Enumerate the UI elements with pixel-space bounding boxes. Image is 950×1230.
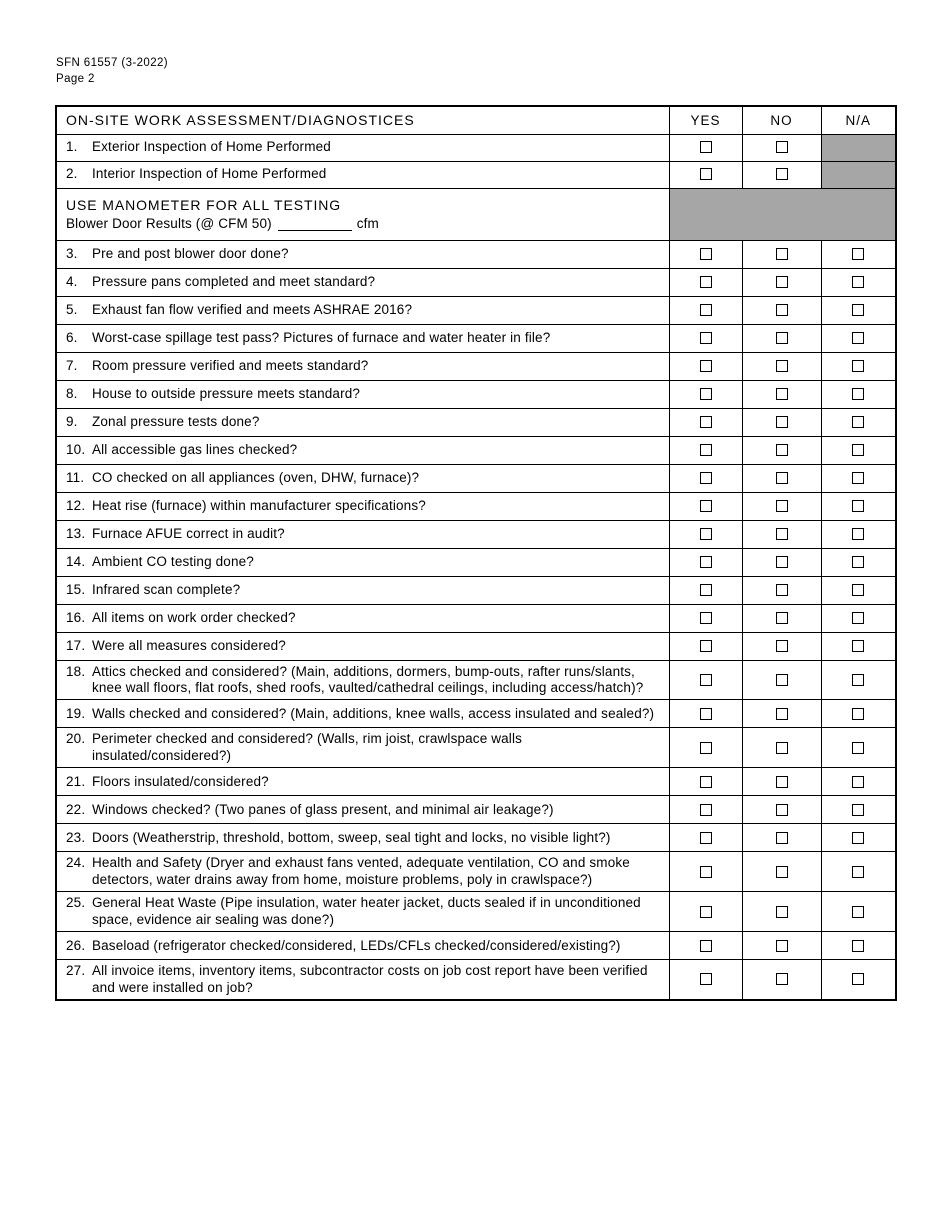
yes-cell xyxy=(669,520,742,548)
checkbox-na[interactable] xyxy=(852,866,864,878)
checkbox-na[interactable] xyxy=(852,584,864,596)
question-text: All accessible gas lines checked? xyxy=(92,441,298,457)
na-cell xyxy=(821,464,896,492)
checkbox-no[interactable] xyxy=(776,640,788,652)
checklist-row xyxy=(56,380,896,408)
na-cell xyxy=(821,380,896,408)
checkbox-na[interactable] xyxy=(852,276,864,288)
checkbox-na[interactable] xyxy=(852,500,864,512)
na-cell xyxy=(821,324,896,352)
yes-cell xyxy=(669,960,742,1000)
yes-cell xyxy=(669,796,742,824)
yes-cell xyxy=(669,576,742,604)
question-number: 19. xyxy=(66,705,86,721)
checkbox-no[interactable] xyxy=(776,906,788,918)
question-number: 4. xyxy=(66,273,78,289)
na-cell xyxy=(821,660,896,700)
checkbox-yes[interactable] xyxy=(700,141,712,153)
question-number: 11. xyxy=(66,469,85,485)
no-cell xyxy=(742,768,821,796)
checkbox-na[interactable] xyxy=(852,444,864,456)
checkbox-na[interactable] xyxy=(852,332,864,344)
yes-cell xyxy=(669,464,742,492)
question-cell xyxy=(56,576,669,604)
checkbox-na[interactable] xyxy=(852,472,864,484)
checkbox-no[interactable] xyxy=(776,776,788,788)
checkbox-na[interactable] xyxy=(852,973,864,985)
checkbox-no[interactable] xyxy=(776,472,788,484)
question-cell xyxy=(56,324,669,352)
checkbox-yes[interactable] xyxy=(700,674,712,686)
no-cell xyxy=(742,520,821,548)
checkbox-yes[interactable] xyxy=(700,332,712,344)
question-number: 16. xyxy=(66,609,86,625)
na-cell xyxy=(821,604,896,632)
checklist-row xyxy=(56,796,896,824)
question-cell xyxy=(56,520,669,548)
question-cell xyxy=(56,932,669,960)
yes-cell xyxy=(669,324,742,352)
checkbox-no[interactable] xyxy=(776,168,788,180)
no-cell xyxy=(742,296,821,324)
question-number: 14. xyxy=(66,553,86,569)
question-text: Pressure pans completed and meet standard? xyxy=(92,273,376,289)
na-cell xyxy=(821,576,896,604)
question-text: Baseload (refrigerator checked/considered, LEDs/CFLs checked/considered/existing?) xyxy=(92,937,621,953)
checklist-row xyxy=(56,520,896,548)
checkbox-no[interactable] xyxy=(776,141,788,153)
checklist-table xyxy=(55,105,897,1001)
table-title: ON-SITE WORK ASSESSMENT/DIAGNOSTICES xyxy=(56,106,669,134)
cfm-unit-label: cfm xyxy=(356,215,379,231)
checklist-row xyxy=(56,660,896,700)
na-cell xyxy=(821,892,896,932)
checkbox-na[interactable] xyxy=(852,528,864,540)
checkbox-yes[interactable] xyxy=(700,528,712,540)
checkbox-na[interactable] xyxy=(852,612,864,624)
question-text: Zonal pressure tests done? xyxy=(92,413,260,429)
question-text: Heat rise (furnace) within manufacturer specifications? xyxy=(92,497,426,513)
no-cell xyxy=(742,576,821,604)
blower-door-cfm-field[interactable] xyxy=(278,217,352,231)
question-cell xyxy=(56,161,669,188)
checkbox-yes[interactable] xyxy=(700,248,712,260)
column-header-no: NO xyxy=(742,106,821,134)
checklist-row xyxy=(56,134,896,161)
question-number: 2. xyxy=(66,166,78,182)
yes-cell xyxy=(669,660,742,700)
checklist-row xyxy=(56,892,896,932)
checkbox-na[interactable] xyxy=(852,804,864,816)
checklist-row xyxy=(56,632,896,660)
question-cell xyxy=(56,728,669,768)
question-cell xyxy=(56,824,669,852)
question-text: All items on work order checked? xyxy=(92,609,296,625)
checkbox-yes[interactable] xyxy=(700,832,712,844)
section-shaded-cell xyxy=(669,188,896,240)
question-text: Furnace AFUE correct in audit? xyxy=(92,525,285,541)
question-number: 23. xyxy=(66,829,86,845)
checkbox-yes[interactable] xyxy=(700,168,712,180)
question-text: Interior Inspection of Home Performed xyxy=(92,166,327,182)
intro-rows-body xyxy=(56,134,896,188)
table-header-row xyxy=(56,106,896,134)
checkbox-na[interactable] xyxy=(852,742,864,754)
checklist-row xyxy=(56,408,896,436)
checkbox-no[interactable] xyxy=(776,332,788,344)
yes-cell xyxy=(669,352,742,380)
yes-cell xyxy=(669,240,742,268)
na-cell xyxy=(821,824,896,852)
question-number: 18. xyxy=(66,663,86,679)
checkbox-na[interactable] xyxy=(852,906,864,918)
checkbox-na[interactable] xyxy=(852,360,864,372)
checkbox-na[interactable] xyxy=(852,556,864,568)
no-cell xyxy=(742,324,821,352)
checkbox-yes[interactable] xyxy=(700,708,712,720)
na-cell xyxy=(821,268,896,296)
checkbox-yes[interactable] xyxy=(700,444,712,456)
checkbox-na[interactable] xyxy=(852,640,864,652)
checkbox-yes[interactable] xyxy=(700,804,712,816)
checklist-row xyxy=(56,548,896,576)
checkbox-no[interactable] xyxy=(776,584,788,596)
checklist-row xyxy=(56,268,896,296)
no-cell xyxy=(742,728,821,768)
no-cell xyxy=(742,960,821,1000)
question-cell xyxy=(56,660,669,700)
no-cell xyxy=(742,408,821,436)
checkbox-no[interactable] xyxy=(776,742,788,754)
checklist-row xyxy=(56,768,896,796)
question-number: 7. xyxy=(66,357,78,373)
checkbox-na[interactable] xyxy=(852,416,864,428)
checkbox-na[interactable] xyxy=(852,940,864,952)
question-text: Exhaust fan flow verified and meets ASHRAE 2016? xyxy=(92,301,413,317)
checkbox-no[interactable] xyxy=(776,276,788,288)
checkbox-yes[interactable] xyxy=(700,640,712,652)
question-cell xyxy=(56,852,669,892)
question-number: 12. xyxy=(66,497,86,513)
question-text: House to outside pressure meets standard? xyxy=(92,385,361,401)
checkbox-no[interactable] xyxy=(776,388,788,400)
question-text: Windows checked? (Two panes of glass present, and minimal air leakage?) xyxy=(92,801,554,817)
question-text: Health and Safety (Dryer and exhaust fans vented, adequate ventilation, CO and smoke detectors, water drains away from home, moisture problems, poly in crawlspace?) xyxy=(92,855,630,887)
question-cell xyxy=(56,768,669,796)
checklist-row xyxy=(56,728,896,768)
checklist-row xyxy=(56,960,896,1000)
question-cell xyxy=(56,352,669,380)
manometer-section-cell xyxy=(56,188,669,240)
manometer-section-row xyxy=(56,188,896,240)
no-cell xyxy=(742,604,821,632)
blower-door-results-line xyxy=(66,216,660,231)
question-number: 20. xyxy=(66,731,86,747)
checkbox-yes[interactable] xyxy=(700,500,712,512)
no-cell xyxy=(742,380,821,408)
question-text: CO checked on all appliances (oven, DHW, furnace)? xyxy=(92,469,420,485)
checkbox-na[interactable] xyxy=(852,674,864,686)
no-cell xyxy=(742,240,821,268)
checkbox-yes[interactable] xyxy=(700,416,712,428)
yes-cell xyxy=(669,492,742,520)
question-text: Room pressure verified and meets standard? xyxy=(92,357,369,373)
checkbox-yes[interactable] xyxy=(700,973,712,985)
checkbox-no[interactable] xyxy=(776,500,788,512)
checkbox-no[interactable] xyxy=(776,940,788,952)
question-cell xyxy=(56,960,669,1000)
checkbox-no[interactable] xyxy=(776,832,788,844)
question-number: 26. xyxy=(66,937,86,953)
question-number: 17. xyxy=(66,637,86,653)
no-cell xyxy=(742,134,821,161)
yes-cell xyxy=(669,408,742,436)
yes-cell xyxy=(669,604,742,632)
na-cell xyxy=(821,520,896,548)
question-number: 13. xyxy=(66,525,86,541)
na-cell xyxy=(821,296,896,324)
yes-cell xyxy=(669,892,742,932)
checkbox-yes[interactable] xyxy=(700,360,712,372)
form-number: SFN 61557 (3-2022) xyxy=(56,57,169,69)
checkbox-na[interactable] xyxy=(852,832,864,844)
question-cell xyxy=(56,700,669,728)
question-text: Infrared scan complete? xyxy=(92,581,241,597)
question-number: 25. xyxy=(66,895,86,911)
page-header xyxy=(56,56,168,87)
na-cell xyxy=(821,352,896,380)
question-text: Perimeter checked and considered? (Walls, rim joist, crawlspace walls insulated/considered?) xyxy=(92,731,523,763)
question-cell xyxy=(56,380,669,408)
checkbox-no[interactable] xyxy=(776,612,788,624)
checklist-row xyxy=(56,161,896,188)
checklist-row xyxy=(56,576,896,604)
yes-cell xyxy=(669,161,742,188)
question-text: Floors insulated/considered? xyxy=(92,773,269,789)
blower-door-label: Blower Door Results (@ CFM 50) xyxy=(66,215,272,231)
no-cell xyxy=(742,161,821,188)
checkbox-no[interactable] xyxy=(776,804,788,816)
no-cell xyxy=(742,352,821,380)
question-text: Exterior Inspection of Home Performed xyxy=(92,139,331,155)
no-cell xyxy=(742,268,821,296)
na-cell xyxy=(821,960,896,1000)
checklist-row xyxy=(56,852,896,892)
checkbox-no[interactable] xyxy=(776,528,788,540)
yes-cell xyxy=(669,268,742,296)
question-number: 27. xyxy=(66,963,86,979)
checkbox-yes[interactable] xyxy=(700,866,712,878)
yes-cell xyxy=(669,436,742,464)
question-text: Doors (Weatherstrip, threshold, bottom, sweep, seal tight and locks, no visible light?) xyxy=(92,829,611,845)
no-cell xyxy=(742,492,821,520)
question-cell xyxy=(56,796,669,824)
question-text: Pre and post blower door done? xyxy=(92,245,289,261)
question-number: 9. xyxy=(66,413,78,429)
na-shaded-cell xyxy=(821,161,896,188)
checkbox-na[interactable] xyxy=(852,708,864,720)
question-text: General Heat Waste (Pipe insulation, water heater jacket, ducts sealed if in unconditioned space, evidence air sealing was done?) xyxy=(92,895,641,927)
question-number: 3. xyxy=(66,245,78,261)
question-number: 5. xyxy=(66,301,78,317)
column-header-na: N/A xyxy=(821,106,896,134)
question-cell xyxy=(56,464,669,492)
na-cell xyxy=(821,700,896,728)
na-cell xyxy=(821,492,896,520)
checkbox-yes[interactable] xyxy=(700,742,712,754)
question-text: Walls checked and considered? (Main, additions, knee walls, access insulated and sealed?) xyxy=(92,705,655,721)
question-cell xyxy=(56,408,669,436)
checklist-row xyxy=(56,352,896,380)
yes-cell xyxy=(669,932,742,960)
no-cell xyxy=(742,464,821,492)
na-cell xyxy=(821,728,896,768)
no-cell xyxy=(742,932,821,960)
na-cell xyxy=(821,796,896,824)
checkbox-yes[interactable] xyxy=(700,304,712,316)
question-cell xyxy=(56,892,669,932)
no-cell xyxy=(742,548,821,576)
na-cell xyxy=(821,852,896,892)
checkbox-no[interactable] xyxy=(776,248,788,260)
question-number: 21. xyxy=(66,773,86,789)
checkbox-yes[interactable] xyxy=(700,472,712,484)
checklist-row xyxy=(56,240,896,268)
checkbox-no[interactable] xyxy=(776,416,788,428)
checklist-row xyxy=(56,296,896,324)
section-title: USE MANOMETER FOR ALL TESTING xyxy=(66,196,342,213)
na-cell xyxy=(821,548,896,576)
checkbox-no[interactable] xyxy=(776,360,788,372)
question-cell xyxy=(56,134,669,161)
question-number: 8. xyxy=(66,385,78,401)
checkbox-yes[interactable] xyxy=(700,612,712,624)
yes-cell xyxy=(669,548,742,576)
question-text: Worst-case spillage test pass? Pictures of furnace and water heater in file? xyxy=(92,329,551,345)
no-cell xyxy=(742,632,821,660)
checklist-row xyxy=(56,932,896,960)
column-header-yes: YES xyxy=(669,106,742,134)
checklist-row xyxy=(56,324,896,352)
checklist-row xyxy=(56,824,896,852)
checkbox-yes[interactable] xyxy=(700,584,712,596)
checkbox-no[interactable] xyxy=(776,556,788,568)
checkbox-yes[interactable] xyxy=(700,940,712,952)
question-cell xyxy=(56,268,669,296)
checkbox-yes[interactable] xyxy=(700,276,712,288)
question-number: 10. xyxy=(66,441,86,457)
no-cell xyxy=(742,660,821,700)
checklist-row xyxy=(56,436,896,464)
yes-cell xyxy=(669,134,742,161)
question-number: 6. xyxy=(66,329,78,345)
checkbox-no[interactable] xyxy=(776,304,788,316)
yes-cell xyxy=(669,768,742,796)
checkbox-no[interactable] xyxy=(776,973,788,985)
question-cell xyxy=(56,240,669,268)
na-shaded-cell xyxy=(821,134,896,161)
checkbox-no[interactable] xyxy=(776,708,788,720)
yes-cell xyxy=(669,296,742,324)
question-number: 22. xyxy=(66,801,86,817)
checkbox-na[interactable] xyxy=(852,776,864,788)
checklist-row xyxy=(56,464,896,492)
na-cell xyxy=(821,436,896,464)
checkbox-na[interactable] xyxy=(852,304,864,316)
checkbox-no[interactable] xyxy=(776,444,788,456)
na-cell xyxy=(821,932,896,960)
na-cell xyxy=(821,632,896,660)
question-cell xyxy=(56,492,669,520)
question-text: Attics checked and considered? (Main, additions, dormers, bump-outs, rafter runs/slants, knee wall floors, flat roofs, shed roofs, vaulted/cathedral ceilings, including access/hatch)? xyxy=(92,663,644,695)
na-cell xyxy=(821,408,896,436)
no-cell xyxy=(742,824,821,852)
checkbox-yes[interactable] xyxy=(700,556,712,568)
page-number: Page 2 xyxy=(56,72,95,85)
question-cell xyxy=(56,436,669,464)
question-text: Were all measures considered? xyxy=(92,637,286,653)
checkbox-na[interactable] xyxy=(852,388,864,400)
checkbox-no[interactable] xyxy=(776,674,788,686)
question-cell xyxy=(56,632,669,660)
yes-cell xyxy=(669,824,742,852)
no-cell xyxy=(742,796,821,824)
checkbox-yes[interactable] xyxy=(700,388,712,400)
checkbox-no[interactable] xyxy=(776,866,788,878)
checklist-row xyxy=(56,700,896,728)
question-cell xyxy=(56,604,669,632)
checklist-row xyxy=(56,604,896,632)
na-cell xyxy=(821,768,896,796)
checkbox-na[interactable] xyxy=(852,248,864,260)
question-text: Ambient CO testing done? xyxy=(92,553,254,569)
checkbox-yes[interactable] xyxy=(700,906,712,918)
question-cell xyxy=(56,296,669,324)
yes-cell xyxy=(669,852,742,892)
no-cell xyxy=(742,852,821,892)
yes-cell xyxy=(669,632,742,660)
question-cell xyxy=(56,548,669,576)
question-number: 15. xyxy=(66,581,86,597)
yes-cell xyxy=(669,728,742,768)
question-text: All invoice items, inventory items, subcontractor costs on job cost report have been verified and were installed on job? xyxy=(92,963,648,995)
no-cell xyxy=(742,700,821,728)
yes-cell xyxy=(669,380,742,408)
no-cell xyxy=(742,436,821,464)
no-cell xyxy=(742,892,821,932)
checkbox-yes[interactable] xyxy=(700,776,712,788)
checklist-row xyxy=(56,492,896,520)
question-rows-body xyxy=(56,240,896,1000)
question-number: 24. xyxy=(66,855,86,871)
na-cell xyxy=(821,240,896,268)
yes-cell xyxy=(669,700,742,728)
question-number: 1. xyxy=(66,139,78,155)
